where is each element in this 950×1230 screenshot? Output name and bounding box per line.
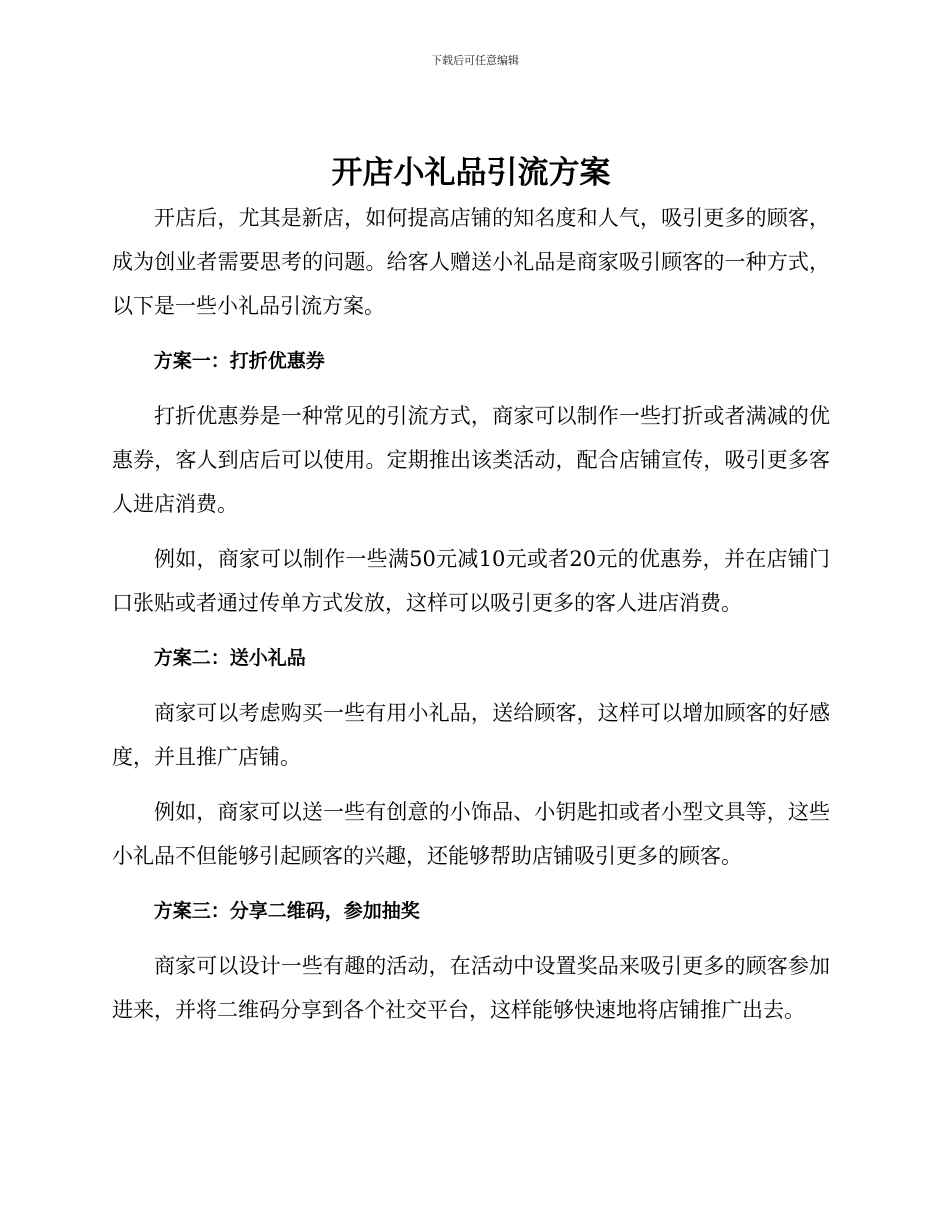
document-title: 开店小礼品引流方案	[331, 155, 611, 191]
section-plan-1	[112, 339, 830, 625]
section-paragraph: 例如，商家可以送一些有创意的小饰品、小钥匙扣或者小型文具等，这些小礼品不但能够引起顾客的兴趣，还能够帮助店铺吸引更多的顾客。	[112, 800, 830, 868]
intro-paragraph: 开店后，尤其是新店，如何提高店铺的知名度和人气，吸引更多的顾客，成为创业者需要思考的问题。给客人赠送小礼品是商家吸引顾客的一种方式，以下是一些小礼品引流方案。	[112, 206, 830, 318]
section-paragraph: 例如，商家可以制作一些满50元减10元或者20元的优惠券，并在店铺门口张贴或者通过传单方式发放，这样可以吸引更多的客人进店消费。	[112, 547, 830, 615]
section-paragraph: 打折优惠券是一种常见的引流方式，商家可以制作一些打折或者满减的优惠券，客人到店后可以使用。定期推出该类活动，配合店铺宣传，吸引更多客人进店消费。	[112, 404, 830, 516]
section-heading: 方案二：送小礼品	[153, 647, 306, 669]
section-plan-2	[112, 636, 830, 878]
document-body	[112, 150, 830, 1043]
section-paragraph: 商家可以考虑购买一些有用小礼品，送给顾客，这样可以增加顾客的好感度，并且推广店铺。	[112, 701, 830, 769]
page-header-note: 下载后可任意编辑	[431, 54, 519, 67]
section-paragraph: 商家可以设计一些有趣的活动，在活动中设置奖品来吸引更多的顾客参加进来，并将二维码分享到各个社交平台，这样能够快速地将店铺推广出去。	[112, 954, 830, 1022]
section-heading: 方案一：打折优惠券	[153, 350, 325, 372]
section-plan-3	[112, 889, 830, 1032]
section-heading: 方案三：分享二维码，参加抽奖	[153, 900, 420, 922]
